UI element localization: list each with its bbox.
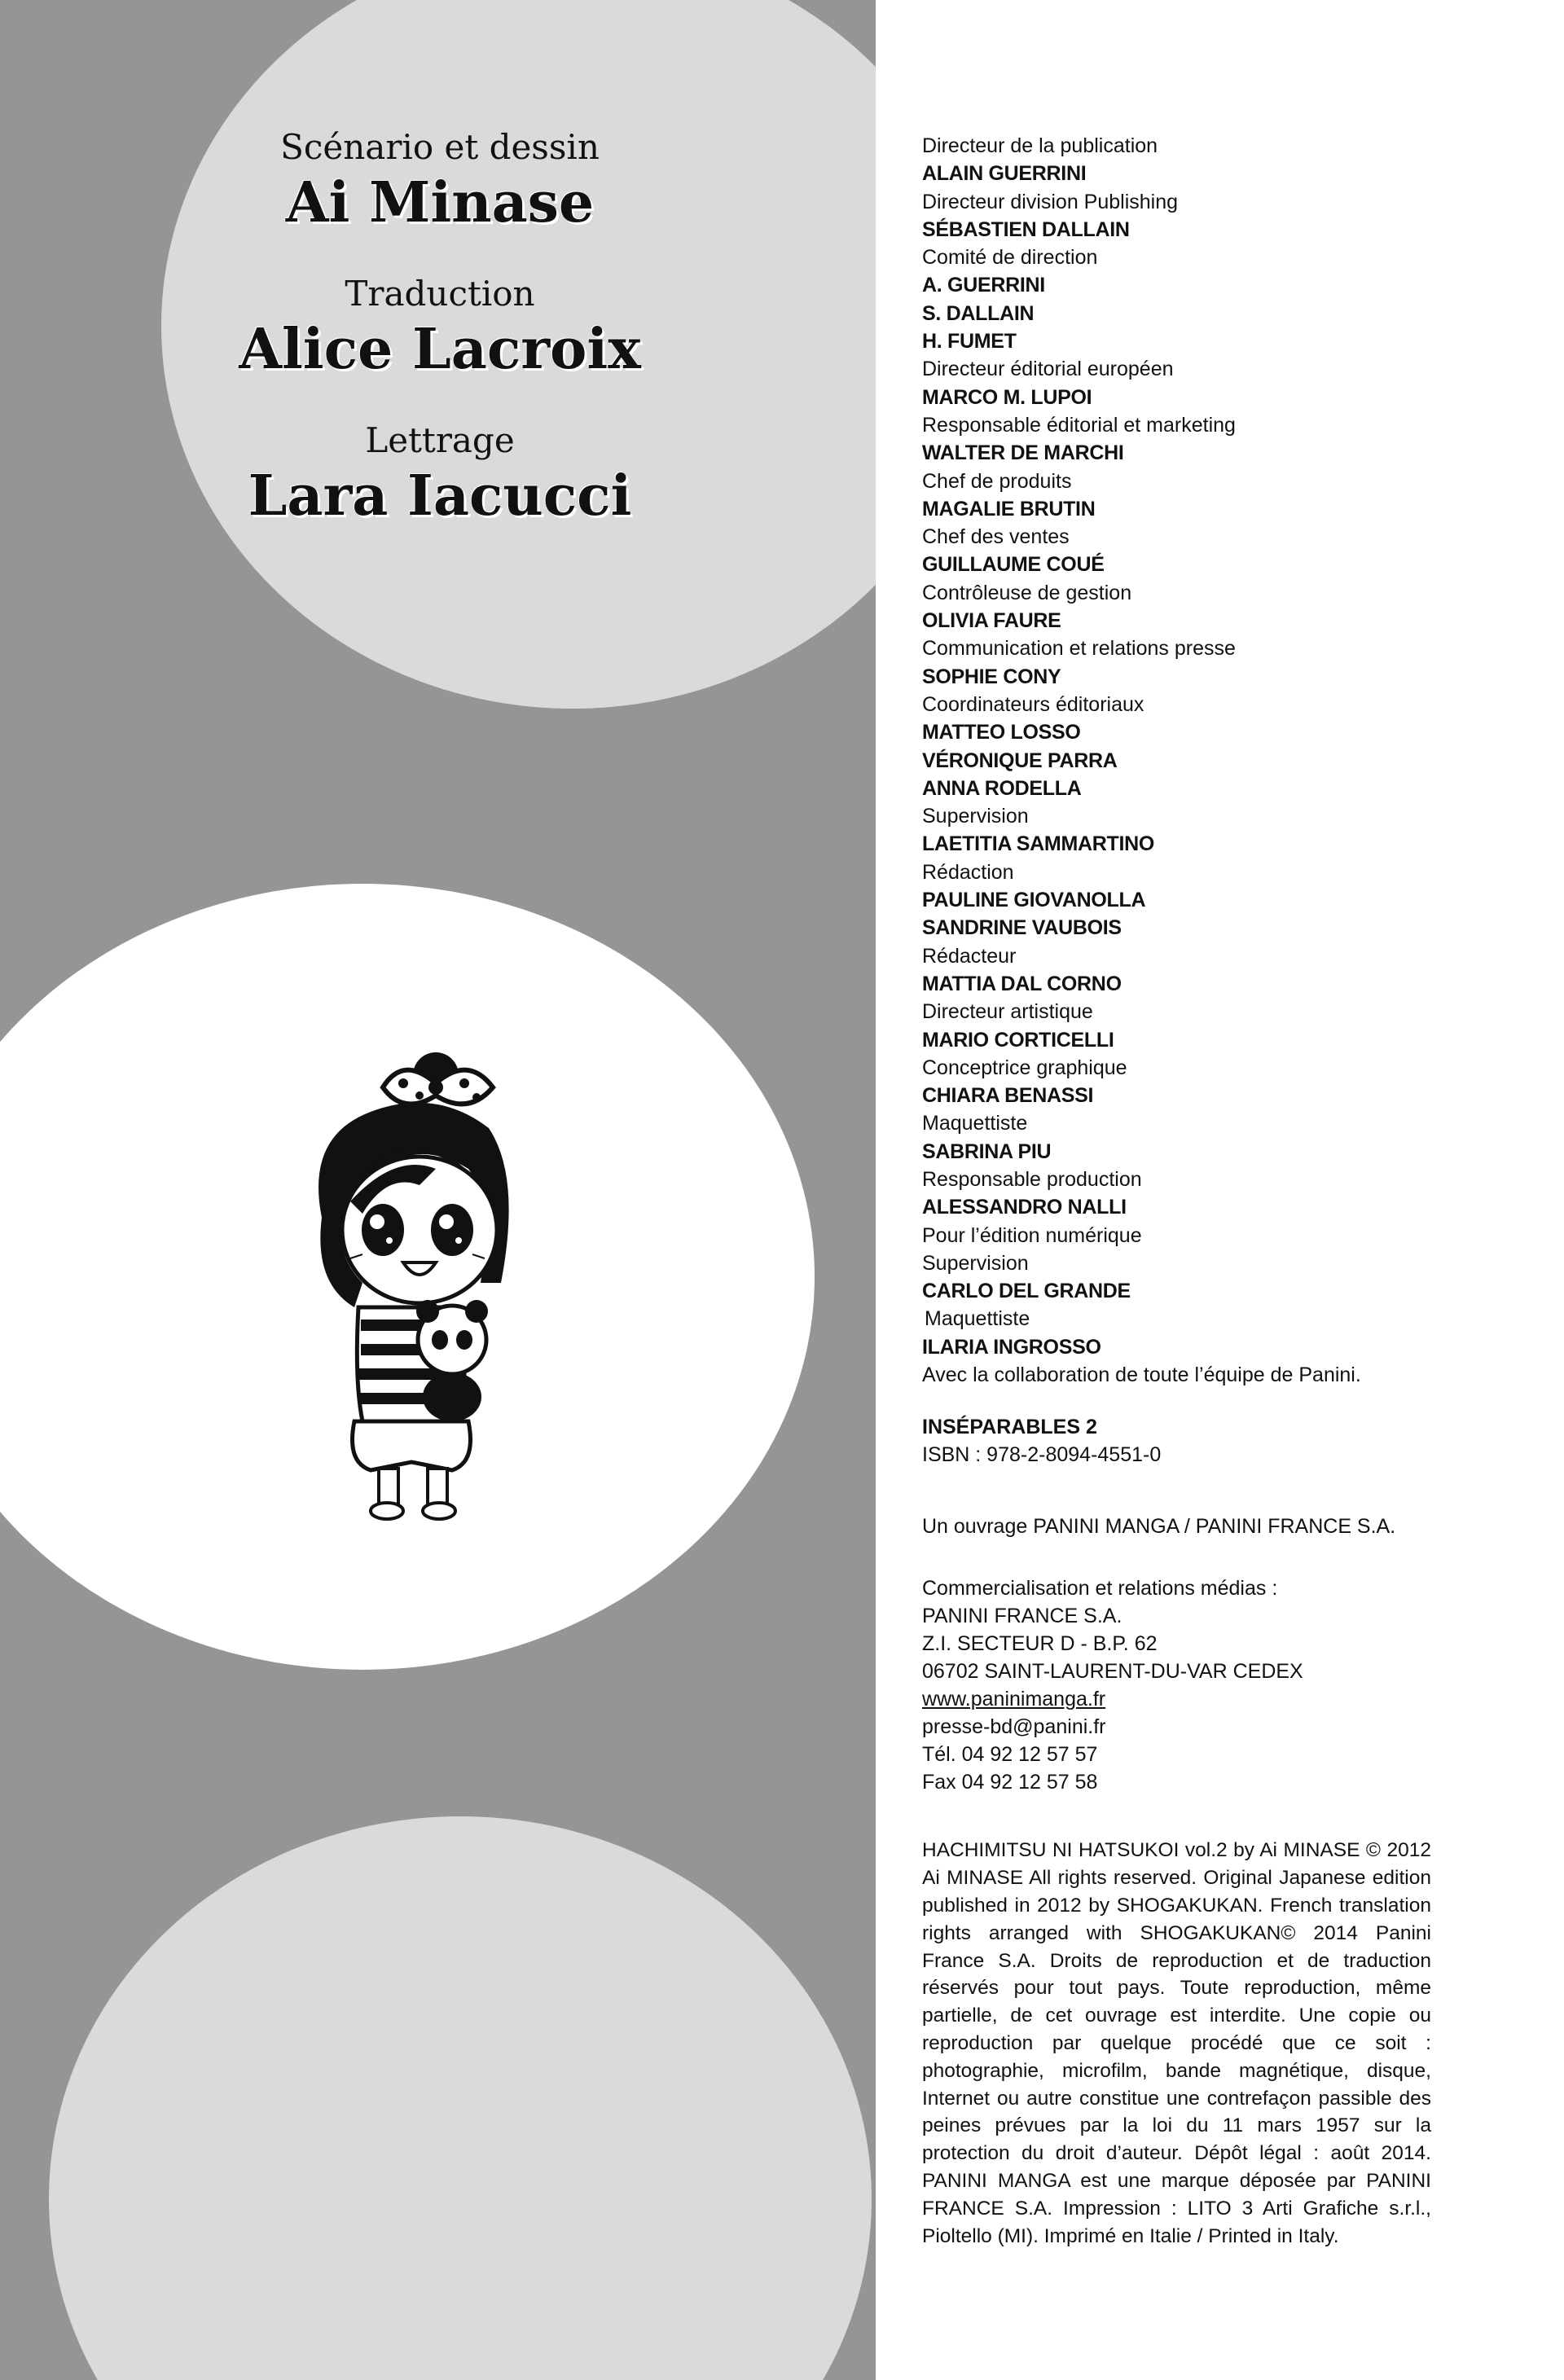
contact-block xyxy=(922,1574,1435,1796)
contact-fax: Fax 04 92 12 57 58 xyxy=(922,1771,1098,1794)
legal-notice: HACHIMITSU NI HATSUKOI vol.2 by Ai MINASE © 2012 Ai MINASE All rights reserved. Original Japanese edition published in 2012 by SHOGAKUKAN. French translation rights arranged with SHOGAKUKAN© 2014 Panini France S.A. Droits de reproduction et de traduction réservés pour tout pays. Toute reproduction, même partielle, de cet ouvrage est interdite. Une copie ou reproduction par quelque procédé que ce soit : photographie, microfilm, bande magnétique, disque, Internet ou autre constitue une contrefaçon passible des peines prévues par la loi du 11 mars 1957 sur la protection du droit d’auteur. Dépôt légal : août 2014. PANINI MANGA est une marque déposée par PANINI FRANCE S.A. Impression : LITO 3 Arti Grafiche s.r.l., Pioltello (MI). Imprimé en Italie / Printed in Italy. xyxy=(922,1839,1431,2247)
staff-role: Directeur artistique xyxy=(922,1000,1093,1024)
staff-role: Directeur éditorial européen xyxy=(922,358,1174,381)
staff-name: MARIO CORTICELLI xyxy=(922,1028,1114,1052)
staff-role: Responsable production xyxy=(922,1167,1142,1191)
staff-role: Conceptrice graphique xyxy=(922,1056,1127,1079)
staff-list xyxy=(922,132,1435,1389)
staff-name: ANNA RODELLA xyxy=(922,776,1082,800)
staff-role: Supervision xyxy=(922,1251,1029,1275)
staff-role: Pour l’édition numérique xyxy=(922,1223,1142,1247)
bottom-circle xyxy=(49,1816,872,2380)
staff-role: Rédacteur xyxy=(922,944,1017,968)
staff-name: ALESSANDRO NALLI xyxy=(922,1196,1127,1219)
publisher-line: Un ouvrage PANINI MANGA / PANINI FRANCE S.A. xyxy=(922,1515,1396,1539)
staff-name: SANDRINE VAUBOIS xyxy=(922,916,1122,940)
staff-role: Supervision xyxy=(922,805,1029,828)
contact-phone: Tél. 04 92 12 57 57 xyxy=(922,1743,1098,1767)
staff-name: S. DALLAIN xyxy=(922,301,1035,325)
author-credits xyxy=(187,126,692,566)
staff-role: Maquettiste xyxy=(922,1112,1028,1135)
staff-name: ILARIA INGROSSO xyxy=(922,1335,1101,1359)
staff-name: GUILLAUME COUÉ xyxy=(922,553,1105,577)
contact-address-line-2: 06702 SAINT-LAURENT-DU-VAR CEDEX xyxy=(922,1660,1303,1684)
staff-name: SÉBASTIEN DALLAIN xyxy=(922,217,1130,241)
staff-name: SABRINA PIU xyxy=(922,1140,1052,1163)
staff-name: MATTEO LOSSO xyxy=(922,721,1081,744)
contact-heading: Commercialisation et relations médias : xyxy=(922,1577,1278,1601)
staff-name: VÉRONIQUE PARRA xyxy=(922,749,1118,772)
staff-name: A. GUERRINI xyxy=(922,274,1045,297)
staff-name: CHIARA BENASSI xyxy=(922,1084,1094,1108)
staff-name: CARLO DEL GRANDE xyxy=(922,1280,1131,1303)
staff-role: Responsable éditorial et marketing xyxy=(922,413,1236,437)
staff-role: Communication et relations presse xyxy=(922,637,1236,661)
staff-name: OLIVIA FAURE xyxy=(922,609,1061,633)
credit-name-letterer: Lara Iacucci xyxy=(248,463,632,529)
staff-role: Rédaction xyxy=(922,860,1014,884)
credit-role-translation: Traduction xyxy=(345,274,535,314)
contact-address-line-1: Z.I. SECTEUR D - B.P. 62 xyxy=(922,1632,1158,1656)
chibi-girl-illustration xyxy=(305,1039,517,1527)
contact-email: presse-bd@panini.fr xyxy=(922,1715,1106,1739)
staff-name: ALAIN GUERRINI xyxy=(922,162,1087,186)
website-link[interactable]: www.paninimanga.fr xyxy=(922,1688,1106,1711)
staff-name: H. FUMET xyxy=(922,330,1017,353)
isbn: ISBN : 978-2-8094-4551-0 xyxy=(922,1443,1162,1467)
staff-name: SOPHIE CONY xyxy=(922,665,1061,688)
staff-name: PAULINE GIOVANOLLA xyxy=(922,889,1146,912)
staff-name: MARCO M. LUPOI xyxy=(922,385,1092,409)
staff-role: Chef des ventes xyxy=(922,525,1070,549)
credit-name-translator: Alice Lacroix xyxy=(239,317,641,382)
staff-name: MATTIA DAL CORNO xyxy=(922,972,1122,995)
staff-role: Avec la collaboration de toute l’équipe de Panini. xyxy=(922,1363,1361,1387)
credit-role-lettering: Lettrage xyxy=(365,420,515,460)
staff-role: Maquettiste xyxy=(925,1307,1030,1331)
staff-role: Coordinateurs éditoriaux xyxy=(922,692,1144,716)
contact-company: PANINI FRANCE S.A. xyxy=(922,1605,1122,1628)
staff-name: MAGALIE BRUTIN xyxy=(922,497,1096,520)
credit-name-author: Ai Minase xyxy=(285,170,595,235)
colophon-column xyxy=(922,132,1435,2250)
staff-role: Chef de produits xyxy=(922,469,1072,493)
credit-role-scenario: Scénario et dessin xyxy=(280,127,600,167)
staff-name: LAETITIA SAMMARTINO xyxy=(922,832,1155,856)
book-title: INSÉPARABLES 2 xyxy=(922,1416,1097,1439)
staff-role: Comité de direction xyxy=(922,246,1098,270)
staff-role: Contrôleuse de gestion xyxy=(922,581,1132,604)
staff-role: Directeur de la publication xyxy=(922,134,1158,157)
staff-name: WALTER DE MARCHI xyxy=(922,441,1124,465)
staff-role: Directeur division Publishing xyxy=(922,190,1179,213)
